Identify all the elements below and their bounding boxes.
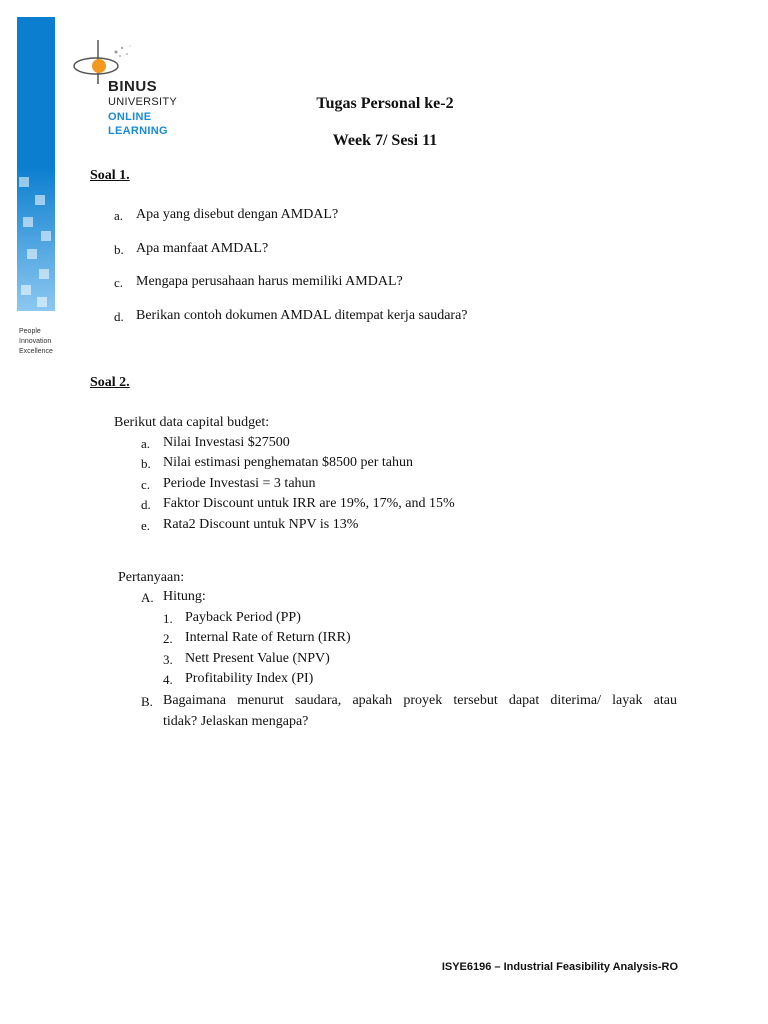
tagline-line: Innovation: [19, 338, 52, 345]
binus-logo: [72, 40, 192, 140]
tagline-line: Excellence: [19, 348, 53, 355]
list-item: Periode Investasi = 3 tahun: [163, 476, 316, 491]
list-item: Rata2 Discount untuk NPV is 13%: [163, 517, 359, 532]
logo-line-university: UNIVERSITY: [108, 96, 178, 108]
list-marker: e.: [141, 518, 151, 533]
sublist-marker: 4.: [163, 672, 173, 687]
sublist-item: Payback Period (PP): [185, 610, 301, 625]
list-item: Nilai estimasi penghematan $8500 per tahun: [163, 455, 413, 470]
list-marker: a.: [114, 208, 124, 223]
course-footer: ISYE6196 – Industrial Feasibility Analysis-RO: [441, 961, 678, 973]
question-b-line1: Bagaimana menurut saudara, apakah proyek tersebut dapat diterima/ layak atau: [163, 693, 677, 708]
list-item: Berikan contoh dokumen AMDAL ditempat kerja saudara?: [136, 308, 468, 323]
list-marker: d.: [114, 309, 124, 324]
sublist-item: Internal Rate of Return (IRR): [185, 630, 351, 645]
logo-line-learning: LEARNING: [108, 125, 168, 137]
list-marker: c.: [141, 477, 151, 492]
question-b-line2: tidak? Jelaskan mengapa?: [163, 714, 309, 729]
tagline: [19, 327, 53, 357]
list-item: Apa yang disebut dengan AMDAL?: [136, 207, 339, 222]
question-a-text: Hitung:: [163, 589, 206, 604]
list-marker: a.: [141, 436, 151, 451]
list-marker: d.: [141, 497, 151, 512]
soal2-intro: Berikut data capital budget:: [114, 415, 270, 430]
questions-label: Pertanyaan:: [118, 570, 185, 585]
soal1-heading: Soal 1.: [90, 168, 130, 183]
sublist-marker: 2.: [163, 631, 173, 646]
question-marker: B.: [141, 694, 153, 709]
soal2-heading: Soal 2.: [90, 375, 130, 390]
list-marker: c.: [114, 275, 124, 290]
list-item: Faktor Discount untuk IRR are 19%, 17%, and 15%: [163, 496, 455, 511]
document-subtitle: Week 7/ Sesi 11: [332, 132, 438, 149]
document-title: Tugas Personal ke-2: [316, 95, 454, 112]
question-marker: A.: [141, 590, 154, 605]
list-item: Mengapa perusahaan harus memiliki AMDAL?: [136, 274, 403, 289]
side-decoration-strip: [17, 17, 55, 311]
logo-line-online: ONLINE: [108, 111, 152, 123]
list-item: Apa manfaat AMDAL?: [136, 241, 269, 256]
tagline-line: People: [19, 328, 41, 335]
list-marker: b.: [114, 242, 124, 257]
sublist-item: Profitability Index (PI): [185, 671, 314, 686]
list-item: Nilai Investasi $27500: [163, 435, 290, 450]
list-marker: b.: [141, 456, 151, 471]
sublist-marker: 3.: [163, 652, 173, 667]
sublist-marker: 1.: [163, 611, 173, 626]
logo-brand: BINUS: [108, 78, 158, 95]
sublist-item: Nett Present Value (NPV): [185, 651, 330, 666]
